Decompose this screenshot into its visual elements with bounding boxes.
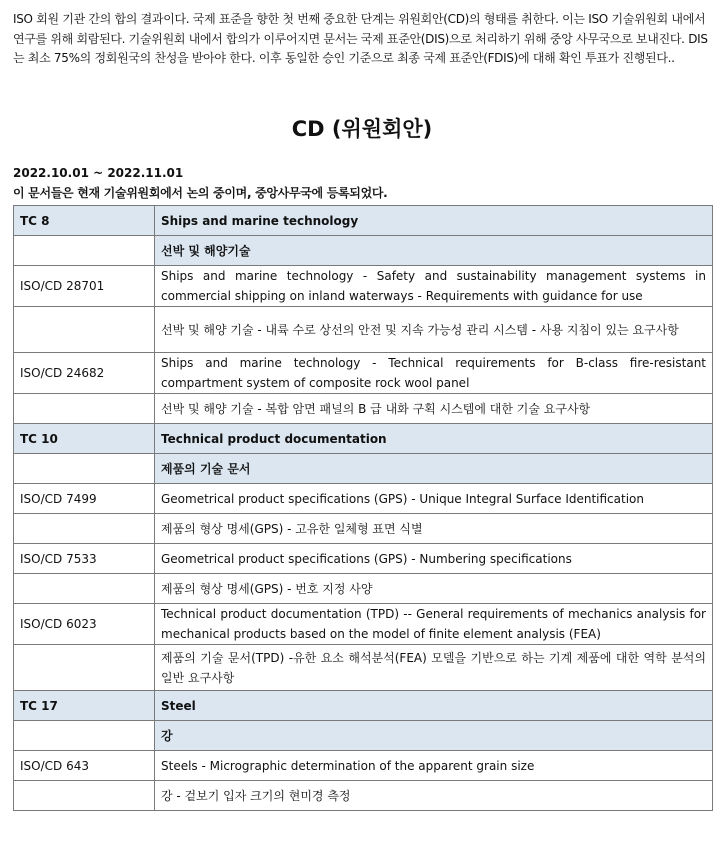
tc-name-ko: 제품의 기술 문서 (155, 454, 713, 484)
doc-code: ISO/CD 6023 (14, 604, 155, 645)
doc-code: ISO/CD 7533 (14, 544, 155, 574)
tc-name-en: Steel (155, 691, 713, 721)
table-row (14, 266, 713, 307)
doc-title-ko: 강 - 겉보기 입자 크기의 현미경 측정 (155, 781, 713, 811)
table-row (14, 394, 713, 424)
tc-code: TC 10 (14, 424, 155, 454)
table-row (14, 307, 713, 353)
page-title: CD (위원회안) (291, 117, 433, 141)
tc-code: TC 17 (14, 691, 155, 721)
tc-name-en: Technical product documentation (155, 424, 713, 454)
doc-title-ko: 선박 및 해양 기술 - 복합 암면 패널의 B 급 내화 구획 시스템에 대한 기술 요구사항 (155, 394, 713, 424)
tc-name-ko: 선박 및 해양기술 (155, 236, 713, 266)
tc-korean-row (14, 236, 713, 266)
documents-table (13, 205, 713, 811)
doc-title-en: Steels - Micrographic determination of the apparent grain size (155, 751, 713, 781)
doc-title-en: Technical product documentation (TPD) -- General requirements of mechanics analysis for mechanical products based on the model of finite element analysis (FEA) (155, 604, 713, 645)
doc-code: ISO/CD 28701 (14, 266, 155, 307)
doc-title-en: Geometrical product specifications (GPS) - Numbering specifications (155, 544, 713, 574)
doc-title-en: Geometrical product specifications (GPS) - Unique Integral Surface Identification (155, 484, 713, 514)
doc-title-en: Ships and marine technology - Technical requirements for B-class fire-resistant compartment system of composite rock wool panel (155, 353, 713, 394)
tc-name-en: Ships and marine technology (155, 206, 713, 236)
table-row (14, 353, 713, 394)
tc-header-row (14, 424, 713, 454)
doc-title-en: Ships and marine technology - Safety and sustainability management systems in commercial shipping on inland waterways - Requirements with guidance for use (155, 266, 713, 307)
doc-title-ko: 선박 및 해양 기술 - 내륙 수로 상선의 안전 및 지속 가능성 관리 시스템 - 사용 지침이 있는 요구사항 (155, 307, 713, 353)
tc-korean-row (14, 454, 713, 484)
table-row (14, 484, 713, 514)
period-range: 2022.10.01 ~ 2022.11.01 (13, 166, 184, 180)
doc-code: ISO/CD 643 (14, 751, 155, 781)
tc-korean-row (14, 721, 713, 751)
intro-paragraph: ISO 회원 기관 간의 합의 결과이다. 국제 표준을 향한 첫 번째 중요한 단계는 위원회안(CD)의 형태를 취한다. 이는 ISO 기술위원회 내에서 연구를 위해 회람된다. 기술위원회 내에서 합의가 이루어지면 문서는 국제 표준안(DIS)으로 처리하기 위해 중앙 사무국으로 보내진다. DIS는 최소 75%의 정회원국의 찬성을 받아야 한다. 이후 동일한 승인 기준으로 최종 국제 표준안(FDIS)에 대해 확인 투표가 진행된다.. (13, 12, 708, 65)
doc-title-ko: 제품의 형상 명세(GPS) - 고유한 일체형 표면 식별 (155, 514, 713, 544)
doc-code: ISO/CD 7499 (14, 484, 155, 514)
doc-code: ISO/CD 24682 (14, 353, 155, 394)
tc-header-row (14, 691, 713, 721)
table-row (14, 514, 713, 544)
doc-title-ko: 제품의 기술 문서(TPD) -유한 요소 해석분석(FEA) 모델을 기반으로 하는 기계 제품에 대한 역학 분석의 일반 요구사항 (155, 645, 713, 691)
table-row (14, 781, 713, 811)
tc-header-row (14, 206, 713, 236)
notice-text: 이 문서들은 현재 기술위원회에서 논의 중이며, 중앙사무국에 등록되었다. (13, 186, 388, 200)
table-row (14, 574, 713, 604)
table-row (14, 645, 713, 691)
table-row (14, 604, 713, 645)
table-row (14, 544, 713, 574)
doc-title-ko: 제품의 형상 명세(GPS) - 번호 지정 사양 (155, 574, 713, 604)
table-row (14, 751, 713, 781)
tc-name-ko: 강 (155, 721, 713, 751)
tc-code: TC 8 (14, 206, 155, 236)
